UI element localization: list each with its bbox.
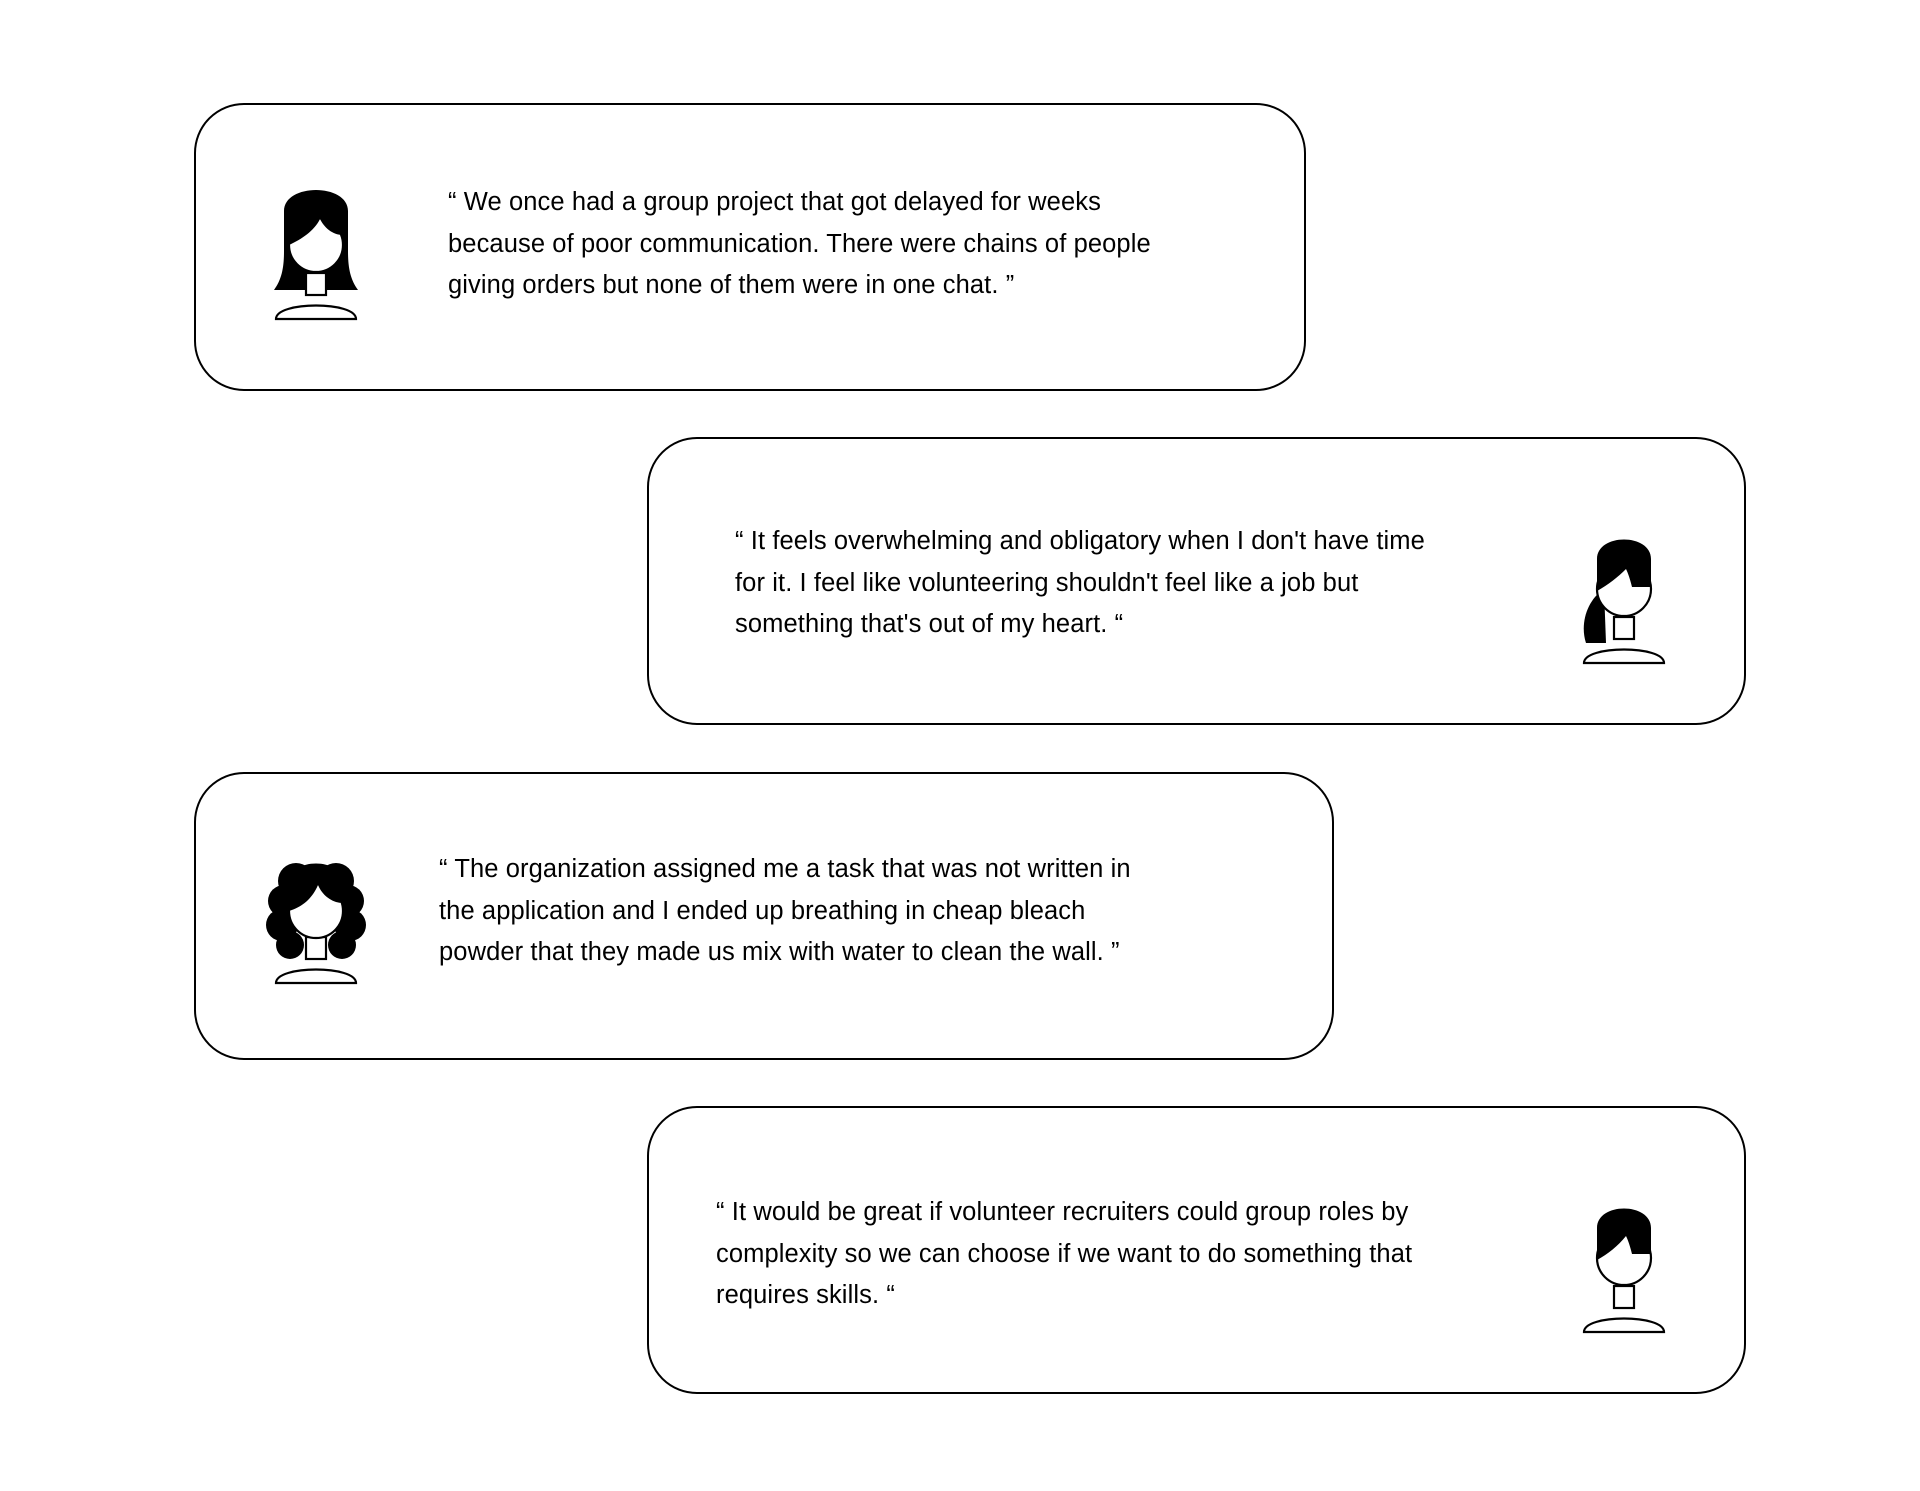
testimonial-card	[194, 103, 1306, 391]
testimonial-quote: “ It feels overwhelming and obligatory when I don't have time for it. I feel like volunteering shouldn't feel like a job but something that's out of my heart. “	[735, 527, 1425, 638]
testimonial-quote: “ We once had a group project that got delayed for weeks because of poor communication. There were chains of people giving orders but none of them were in one chat. ”	[448, 188, 1151, 299]
woman-long-hair-icon	[256, 175, 376, 325]
woman-ponytail-icon	[1564, 519, 1684, 669]
woman-curly-hair-icon	[256, 839, 376, 989]
testimonial-card	[647, 1106, 1746, 1394]
testimonial-quote: “ It would be great if volunteer recruiters could group roles by complexity so we can choose if we want to do something that requires skills. “	[716, 1198, 1413, 1309]
testimonial-card	[194, 772, 1334, 1060]
man-short-hair-icon	[1564, 1188, 1684, 1338]
testimonial-card	[647, 437, 1746, 725]
testimonial-quote: “ The organization assigned me a task that was not written in the application and I ended up breathing in cheap bleach powder that they made us mix with water to clean the wall. ”	[439, 855, 1131, 966]
